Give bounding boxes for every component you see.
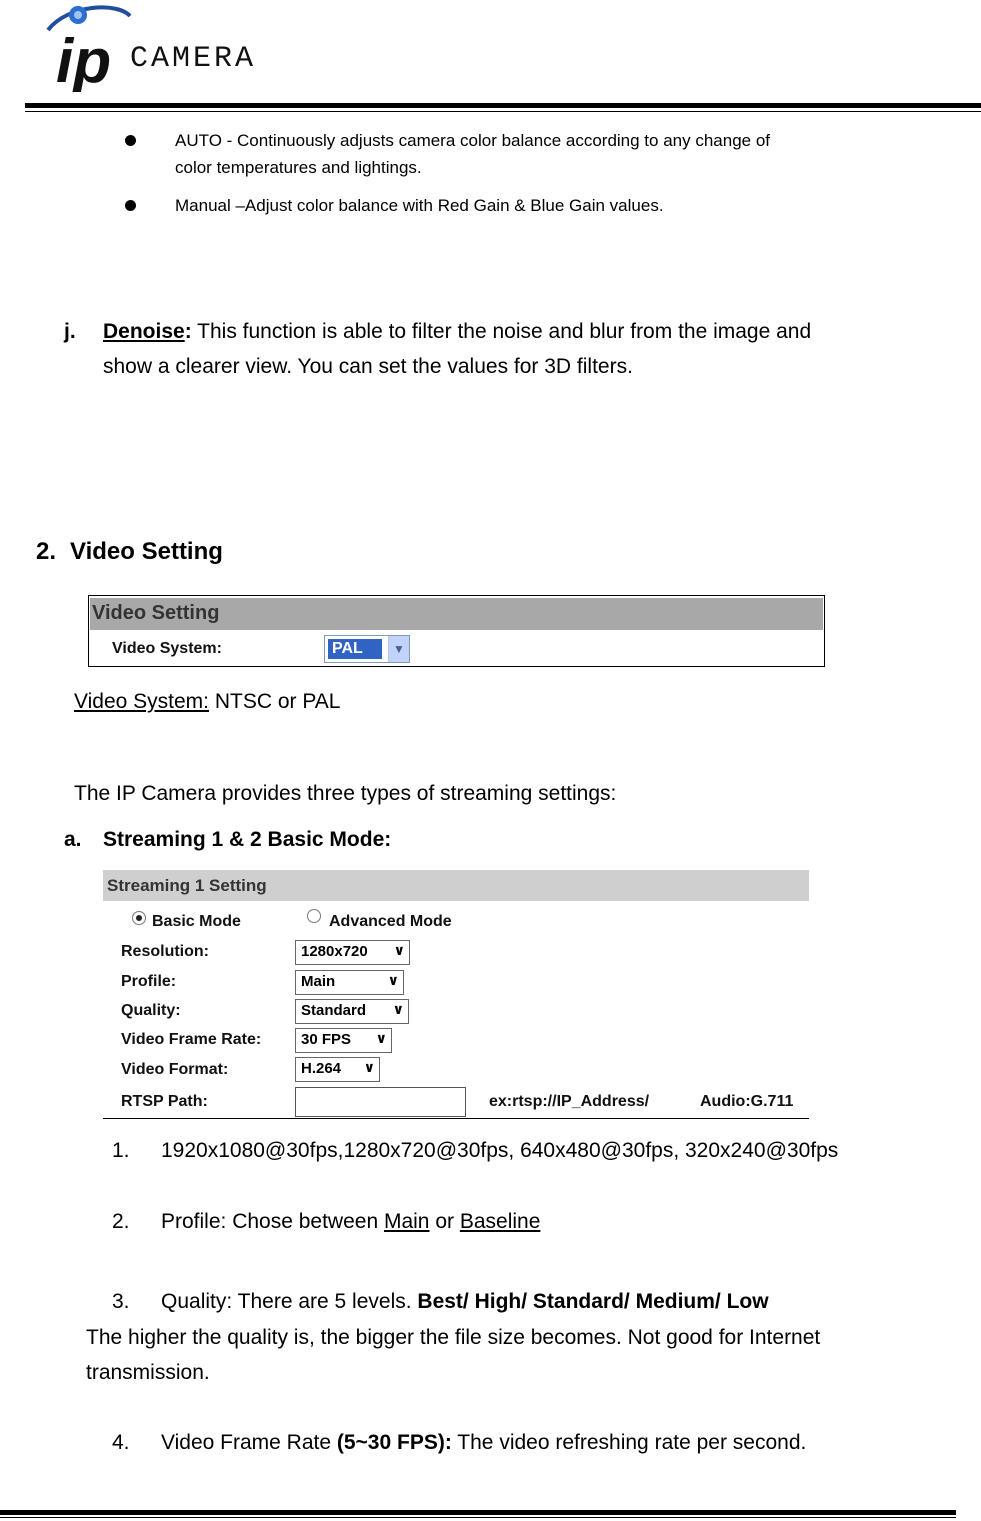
- list-num: 3.: [112, 1290, 130, 1313]
- chevron-down-icon: ∨: [363, 1059, 375, 1075]
- list-num: 4.: [112, 1431, 130, 1454]
- section-heading: 2. Video Setting: [36, 538, 223, 565]
- list-item-profile: Profile: Chose between Main or Baseline: [161, 1210, 541, 1233]
- frame-rate-label: Video Frame Rate:: [121, 1031, 262, 1048]
- rtsp-hint: ex:rtsp://IP_Address/: [489, 1093, 650, 1110]
- list-num: 2.: [112, 1210, 130, 1233]
- resolution-select[interactable]: 1280x720 ∨: [295, 940, 410, 965]
- video-system-select[interactable]: [324, 635, 410, 663]
- quality-note: The higher the quality is, the bigger the file size becomes. Not good for Internet transmission.: [86, 1326, 821, 1384]
- advanced-mode-label: Advanced Mode: [329, 913, 452, 930]
- video-format-label: Video Format:: [121, 1061, 229, 1078]
- video-format-select[interactable]: H.264 ∨: [295, 1057, 380, 1082]
- audio-codec: Audio:G.711: [700, 1093, 794, 1110]
- list-num: 1.: [112, 1139, 130, 1162]
- chevron-down-icon: ∨: [387, 972, 399, 988]
- bullet-manual: Manual –Adjust color balance with Red Gain & Blue Gain values.: [175, 196, 664, 215]
- video-system-caption: Video System: NTSC or PAL: [74, 690, 341, 713]
- list-item-frame-rate: Video Frame Rate (5~30 FPS): The video refreshing rate per second.: [161, 1431, 807, 1454]
- rtsp-input[interactable]: [295, 1087, 466, 1117]
- profile-label: Profile:: [121, 973, 177, 990]
- advanced-mode-radio[interactable]: [307, 909, 321, 923]
- intro-text: The IP Camera provides three types of streaming settings:: [74, 782, 617, 805]
- denoise-paragraph: Denoise: This function is able to filter the noise and blur from the image and show a clearer view. You can set the values for 3D filters.: [103, 320, 812, 378]
- bullet-dot: [125, 135, 136, 146]
- bullet-dot: [125, 200, 136, 211]
- profile-select[interactable]: Main ∨: [295, 970, 404, 995]
- list-item-quality: Quality: There are 5 levels. Best/ High/ Standard/ Medium/ Low: [161, 1290, 769, 1313]
- stream-panel-title: Streaming 1 Setting: [107, 876, 267, 895]
- bullet-auto: AUTO - Continuously adjusts camera color balance according to any change of color temperatures and lightings.: [175, 131, 771, 177]
- logo-camera-text: CAMERA: [130, 42, 257, 76]
- video-system-label: Video System:: [112, 640, 222, 657]
- ip-camera-logo: [38, 2, 308, 92]
- chevron-down-icon: ∨: [392, 1001, 404, 1017]
- frame-rate-select[interactable]: 30 FPS ∨: [295, 1028, 392, 1053]
- stream-panel-rule: [103, 1118, 809, 1119]
- header-rule-thin: [25, 111, 981, 112]
- logo-ip-text: ip: [56, 27, 112, 92]
- basic-mode-radio[interactable]: [132, 911, 146, 925]
- rtsp-label: RTSP Path:: [121, 1093, 208, 1110]
- sub-a-title: Streaming 1 & 2 Basic Mode:: [103, 828, 392, 851]
- quality-select[interactable]: Standard ∨: [295, 999, 409, 1024]
- sub-a-marker: a.: [64, 828, 82, 851]
- footer-rule: [0, 1510, 956, 1515]
- header-rule: [25, 103, 981, 108]
- denoise-marker: j.: [64, 320, 76, 343]
- video-system-value: PAL: [328, 639, 382, 659]
- video-setting-panel-title: Video Setting: [92, 602, 220, 624]
- basic-mode-label: Basic Mode: [152, 913, 241, 930]
- chevron-down-icon: ▼: [388, 636, 409, 662]
- resolution-label: Resolution:: [121, 943, 209, 960]
- quality-label: Quality:: [121, 1002, 181, 1019]
- chevron-down-icon: ∨: [393, 942, 405, 958]
- footer-rule-thin: [0, 1517, 956, 1518]
- list-item-resolutions: 1920x1080@30fps,1280x720@30fps, 640x480@30fps, 320x240@30fps: [161, 1139, 839, 1162]
- chevron-down-icon: ∨: [375, 1030, 387, 1046]
